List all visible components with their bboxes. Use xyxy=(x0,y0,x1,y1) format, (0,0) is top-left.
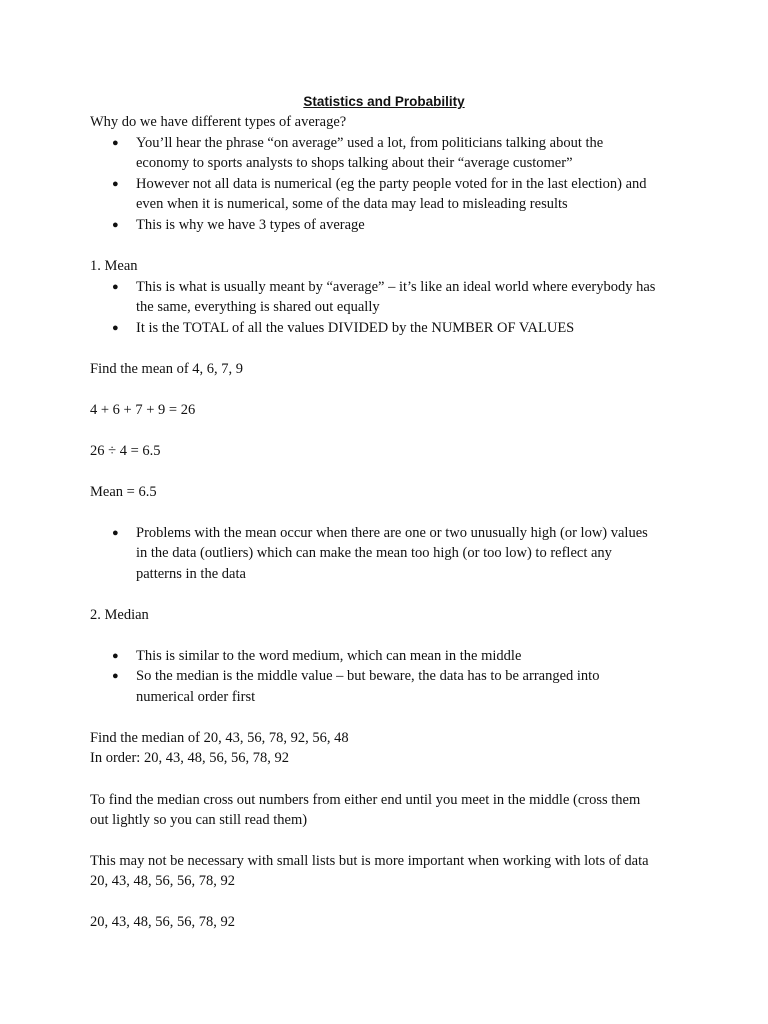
median-instruction-line-2: out lightly so you can still read them) xyxy=(90,812,308,828)
median-list-1: 20, 43, 48, 56, 56, 78, 92 xyxy=(90,873,235,889)
median-note: This may not be necessary with small lists but is more important when working with lots of data xyxy=(90,853,649,869)
mean-problem-line-2: in the data (outliers) which can make the mean too high (or too low) to reflect any xyxy=(136,545,612,561)
median-bullet-1-line-1: This is similar to the word medium, which can mean in the middle xyxy=(136,648,522,664)
bullet-marker: ● xyxy=(112,178,119,190)
document-title: Statistics and Probability xyxy=(303,94,465,109)
mean-problem-line-3: patterns in the data xyxy=(136,566,246,582)
intro-bullet-1-line-1: You’ll hear the phrase “on average” used a lot, from politicians talking about the xyxy=(136,135,604,151)
median-instruction-line-1: To find the median cross out numbers from either end until you meet in the middle (cross them xyxy=(90,792,641,808)
mean-bullet-1-line-2: the same, everything is shared out equally xyxy=(136,299,380,315)
median-heading: 2. Median xyxy=(90,607,149,623)
mean-example-question: Find the mean of 4, 6, 7, 9 xyxy=(90,361,244,377)
mean-step-sum: 4 + 6 + 7 + 9 = 26 xyxy=(90,402,196,418)
median-bullet-2-line-1: So the median is the middle value – but beware, the data has to be arranged into xyxy=(136,668,600,684)
intro-question: Why do we have different types of average? xyxy=(90,114,347,130)
bullet-marker: ● xyxy=(112,322,119,334)
mean-heading: 1. Mean xyxy=(90,258,138,274)
mean-step-divide: 26 ÷ 4 = 6.5 xyxy=(90,443,161,459)
mean-bullet-1-line-1: This is what is usually meant by “average” – it’s like an ideal world where everybody has xyxy=(136,279,656,295)
intro-bullet-2-line-2: even when it is numerical, some of the data may lead to misleading results xyxy=(136,196,568,212)
mean-bullet-2-line-1: It is the TOTAL of all the values DIVIDED by the NUMBER OF VALUES xyxy=(136,320,575,336)
mean-problem-line-1: Problems with the mean occur when there are one or two unusually high (or low) values xyxy=(136,525,648,541)
median-bullet-2-line-2: numerical order first xyxy=(136,689,256,705)
median-example-question: Find the median of 20, 43, 56, 78, 92, 56, 48 xyxy=(90,730,349,746)
bullet-marker: ● xyxy=(112,650,119,662)
intro-bullet-1-line-2: economy to sports analysts to shops talking about their “average customer” xyxy=(136,155,573,171)
intro-bullet-2-line-1: However not all data is numerical (eg the party people voted for in the last election) and xyxy=(136,176,647,192)
intro-bullet-3-line-1: This is why we have 3 types of average xyxy=(136,217,365,233)
median-list-2: 20, 43, 48, 56, 56, 78, 92 xyxy=(90,914,235,930)
bullet-marker: ● xyxy=(112,137,119,149)
mean-result: Mean = 6.5 xyxy=(90,484,157,500)
bullet-marker: ● xyxy=(112,219,119,231)
bullet-marker: ● xyxy=(112,281,119,293)
bullet-marker: ● xyxy=(112,527,119,539)
bullet-marker: ● xyxy=(112,670,119,682)
median-in-order: In order: 20, 43, 48, 56, 56, 78, 92 xyxy=(90,750,289,766)
